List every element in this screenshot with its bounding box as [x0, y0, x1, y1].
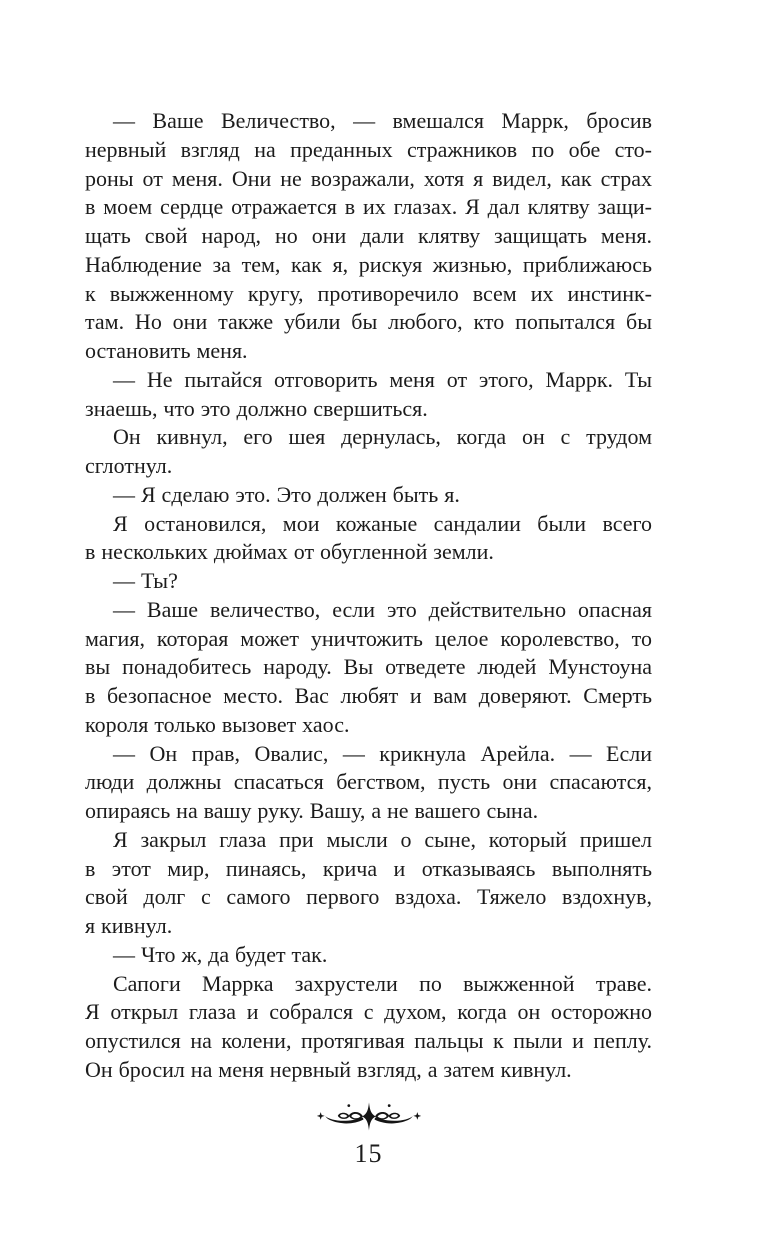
- text-line: в моем сердце отражается в их глазах. Я дал клятву защи-: [85, 194, 652, 220]
- text-line: — Что ж, да будет так.: [113, 941, 328, 967]
- ornament-divider-icon: [317, 1101, 421, 1133]
- text-line: остановить меня.: [85, 338, 248, 363]
- text-line: знаешь, что это должно свершиться.: [85, 395, 428, 421]
- text-line: опустился на колени, протягивая пальцы к пыли и пеплу.: [85, 1028, 652, 1053]
- text-line: Я закрыл глаза при мысли о сыне, который пришел: [113, 826, 652, 852]
- text-line: щать свой народ, но они дали клятву защищать меня.: [85, 223, 652, 248]
- text-line: Наблюдение за тем, как я, рискуя жизнью, приближаюсь: [85, 251, 652, 277]
- text-line: Я остановился, мои кожаные сандалии были всего: [113, 510, 652, 536]
- text-line: короля только вызовет хаос.: [85, 711, 350, 737]
- text-line: в этот мир, пинаясь, крича и отказываясь выполнять: [85, 855, 652, 881]
- text-line: там. Но они также убили бы любого, кто попытался бы: [85, 309, 652, 335]
- text-line: Я открыл глаза и собрался с духом, когда он осторожно: [85, 999, 652, 1025]
- text-line: опираясь на вашу руку. Вашу, а не вашего сына.: [85, 798, 539, 823]
- text-line: Сапоги Маррка захрустели по выжженной траве.: [113, 970, 652, 996]
- text-line: к выжженному кругу, противоречило всем их инстинк-: [85, 280, 652, 306]
- text-line: — Я сделаю это. Это должен быть я.: [113, 481, 460, 507]
- page-number: 15: [354, 1139, 383, 1168]
- text-line: Он кивнул, его шея дернулась, когда он с трудом: [113, 424, 652, 450]
- text-line: — Ты?: [113, 568, 178, 593]
- text-line: я кивнул.: [85, 913, 173, 938]
- page-text: [85, 107, 652, 1085]
- text-line: сглотнул.: [85, 453, 173, 478]
- text-line: Он бросил на меня нервный взгляд, а затем кивнул.: [85, 1056, 572, 1082]
- text-line: в нескольких дюймах от обугленной земли.: [85, 539, 494, 565]
- text-line: — Не пытайся отговорить меня от этого, Маррк. Ты: [113, 366, 652, 392]
- text-line: роны от меня. Они не возражали, хотя я видел, как страх: [85, 165, 652, 191]
- text-line: — Он прав, Овалис, — крикнула Арейла. — Если: [113, 740, 652, 766]
- text-line: нервный взгляд на преданных стражников по обе сто-: [85, 136, 652, 162]
- text-line: люди должны спасаться бегством, пусть они спасаются,: [85, 769, 652, 795]
- text-line: — Ваше величество, если это действительно опасная: [113, 596, 652, 622]
- text-line: магия, которая может уничтожить целое королевство, то: [85, 625, 652, 651]
- text-line: в безопасное место. Вас любят и вам доверяют. Смерть: [85, 683, 652, 708]
- text-line: свой долг с самого первого вздоха. Тяжело вздохнув,: [85, 884, 652, 910]
- text-line: вы понадобитесь народу. Вы отведете людей Мунстоуна: [85, 654, 652, 680]
- text-line: — Ваше Величество, — вмешался Маррк, бросив: [113, 108, 652, 133]
- page-footer: [85, 1101, 652, 1169]
